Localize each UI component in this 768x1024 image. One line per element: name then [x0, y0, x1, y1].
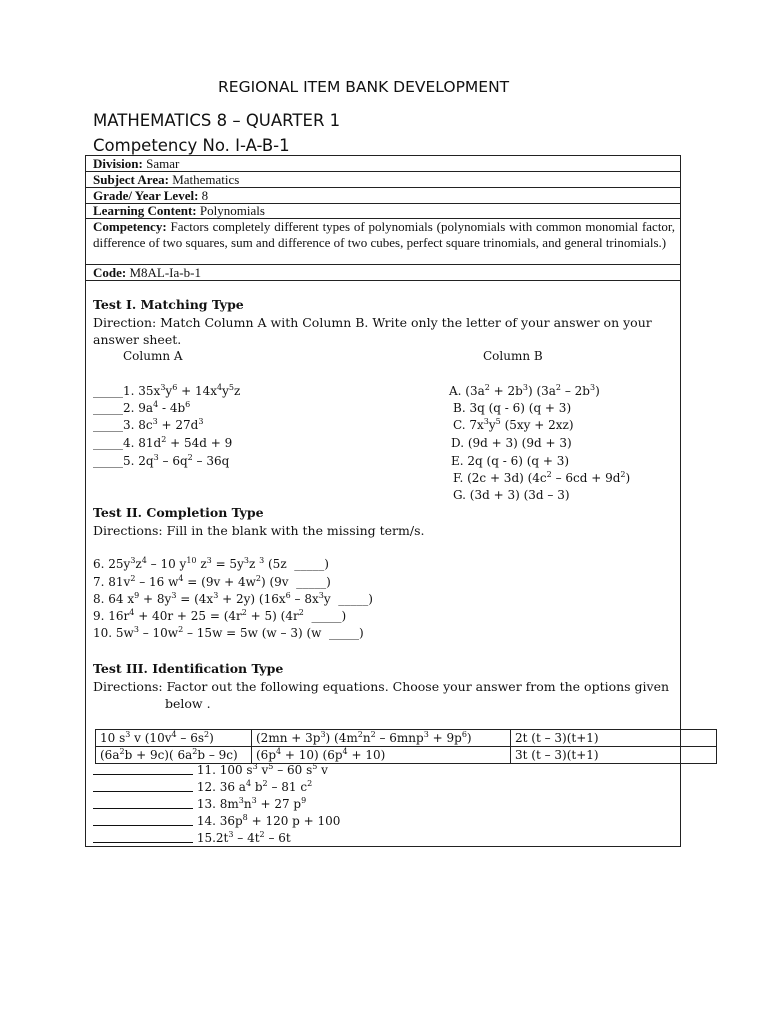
completion-item: 7. $81v^2 - 16$ $w^4 = (9v + 4w^2)$ (9v _____)	[93, 574, 331, 589]
column-a-item: _____2. $9a^4 - 4b^6$	[93, 400, 191, 415]
column-b-item: C. $7x^3y^5$ (5xy + 2xz)	[453, 417, 574, 432]
identification-item: $15.2t^3 - 4t^2 - 6t$	[93, 831, 291, 845]
table-row	[96, 730, 717, 747]
column-a-item: _____1. $35x^3y^6 + 14x^4y^5z$	[93, 383, 241, 398]
grade-level-row	[93, 188, 208, 204]
completion-item: 9. $16r^4 + 40r + 25 = (4r^2 + 5)$ ($4r^2$ _____)	[93, 608, 347, 623]
column-b-item: B. 3q (q - 6) (q + 3)	[453, 401, 572, 415]
grade-level-value: 8	[201, 188, 209, 203]
column-b-header: Column B	[483, 349, 543, 363]
test3-direction-line1: Directions: Factor out the following equations. Choose your answer from the options given	[93, 679, 670, 694]
code-row	[93, 265, 201, 281]
identification-item: 11. 100 $s^3$ $v^5 - 60$ $s^5$ v	[93, 763, 328, 777]
column-a-item: _____5. $2q^3 - 6q^2 - 36q$	[93, 453, 230, 468]
identification-item: 13. $8m^3n^3 + 27$ $p^9$	[93, 797, 306, 811]
identification-item: 14. $36p^8 + 120$ p + 100	[93, 814, 340, 828]
test2-title: Test II. Completion Type	[93, 505, 264, 520]
option-cell: 3t (t – 3)(t+1)	[511, 747, 717, 764]
completion-item: 10. $5w^3 - 10w^2 - 15w = 5w$ (w – 3) (w _____)	[93, 625, 364, 640]
option-cell: $(2mn + 3p^3)$ $(4m^2n^2 - 6mnp^3 + 9p^6)$	[252, 730, 511, 747]
division-value: Samar	[146, 156, 180, 171]
code-label: Code:	[93, 265, 127, 280]
test2-directions: Directions: Fill in the blank with the missing term/s.	[93, 523, 425, 538]
learning-content-row	[93, 203, 265, 219]
code-value: M8AL-Ia-b-1	[129, 265, 201, 280]
learning-content-label: Learning Content:	[93, 203, 197, 218]
subject-area-row	[93, 172, 239, 188]
competency-row	[93, 219, 675, 251]
grade-level-label: Grade/ Year Level:	[93, 188, 199, 203]
competency-label: Competency:	[93, 219, 167, 234]
completion-item: 8. 64 $x^9 + 8y^3 = (4x^3 + 2y)$ ($16x^6 - 8x^3y$ _____)	[93, 591, 373, 606]
competency-number-heading: Competency No. I-A-B-1	[93, 136, 290, 155]
column-a-item: _____3. $8c^3 + 27d^3$	[93, 417, 204, 432]
completion-item: 6. $25y^3z^4 - 10$ $y^{10}$ $z^3 = 5y^3z$ $^3$ (5z _____)	[93, 556, 329, 571]
test1-direction-line2: answer sheet.	[93, 332, 182, 347]
table-row	[96, 747, 717, 764]
learning-content-value: Polynomials	[199, 203, 265, 218]
column-b-item: F. (2c + 3d) $(4c^2 - 6cd + 9d^2)$	[453, 470, 631, 485]
option-cell: 2t (t – 3)(t+1)	[511, 730, 717, 747]
column-b-item: A. $(3a^2 + 2b^3)$ $(3a^2 - 2b^3)$	[449, 383, 600, 398]
test3-direction-line2: below .	[165, 696, 211, 711]
column-b-item: E. 2q (q - 6) (q + 3)	[451, 454, 570, 468]
test3-title: Test III. Identification Type	[93, 661, 284, 676]
test1-direction-line1: Direction: Match Column A with Column B. Write only the letter of your answer on your	[93, 315, 652, 330]
competency-value: Factors completely different types of polynomials (polynomials with common monomial factor, difference of two squares, sum and difference of two cubes, perfect square trinomials, and general trinomials.)	[93, 219, 675, 250]
option-cell: $(6p^4 + 10) (6p^4 + 10)$	[252, 747, 511, 764]
column-a-header: Column A	[123, 349, 183, 363]
subject-area-value: Mathematics	[172, 172, 240, 187]
column-a-item: _____4. $81d^2 + 54d + 9$	[93, 435, 233, 450]
identification-item: 12. 36 $a^4$ $b^2 - 81$ $c^2$	[93, 780, 312, 794]
subject-area-label: Subject Area:	[93, 172, 169, 187]
column-b-item: G. (3d + 3) (3d – 3)	[453, 488, 570, 502]
document-title: REGIONAL ITEM BANK DEVELOPMENT	[218, 78, 510, 96]
option-cell: $(6a^2b + 9c)$( $6a^2b - 9c$)	[96, 747, 252, 764]
option-cell: 10 $s^3$ v $(10v^4 - 6s^2)$	[96, 730, 252, 747]
division-label: Division:	[93, 156, 143, 171]
column-b-item: D. (9d + 3) (9d + 3)	[451, 436, 572, 450]
subject-quarter-heading: MATHEMATICS 8 – QUARTER 1	[93, 111, 341, 130]
test1-title: Test I. Matching Type	[93, 297, 244, 312]
answer-options-table	[95, 729, 717, 764]
division-row	[93, 156, 179, 172]
